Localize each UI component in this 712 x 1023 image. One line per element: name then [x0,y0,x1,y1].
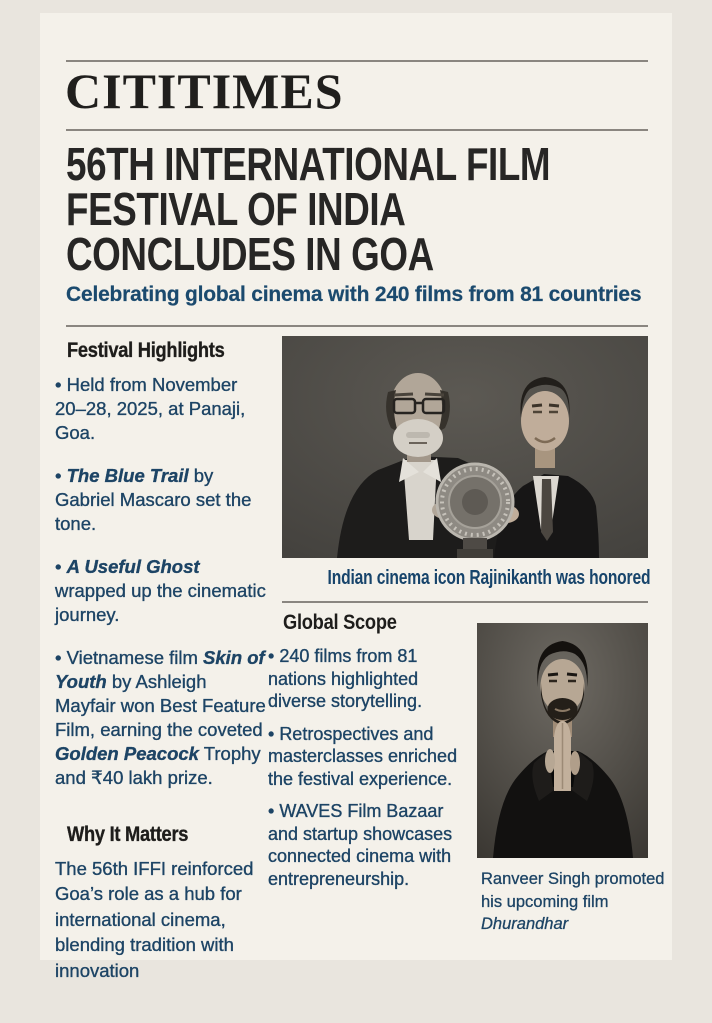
headline-line-1: 56TH INTERNATIONAL FILM [66,138,551,190]
divider-caption [282,601,648,603]
divider-masthead [66,129,648,131]
bullet-item: • Retrospectives and masterclasses enriched the festival experience. [268,723,458,789]
bullet-item: • 240 films from 81 nations highlighted diverse storytelling. [268,646,423,711]
global-scope-list [268,645,472,900]
bullet-item: • WAVES Film Bazaar and startup showcases connected cinema with entrepreneurship. [268,801,453,889]
headline-line-2: FESTIVAL OF INDIA [66,183,406,235]
section-title-why-it-matters: Why It Matters [67,823,189,846]
why-it-matters-text: The 56th IFFI reinforced Goa’s role as a hub for international cinema, blending tradition with innovation [55,857,254,981]
news-card [40,13,672,981]
masthead-title: CITITIMES [65,63,344,119]
rajinikanth-award-photo [282,336,648,558]
bullet-item: • A Useful Ghost wrapped up the cinematic journey. [55,556,266,625]
film-name-dhurandhar: Dhurandhar [481,915,569,933]
festival-highlights-list [55,373,267,790]
bullet-item: • The Blue Trail by Gabriel Mascaro set the tone. [55,465,252,534]
rajinikanth-photo-caption: Indian cinema icon Rajinikanth was honored [327,567,651,589]
ranveer-photo-caption: Ranveer Singh promoted his upcoming film Dhurandhar [481,870,665,933]
section-title-global-scope: Global Scope [283,611,397,634]
divider-top [66,60,648,62]
ranveer-singh-illustration [477,623,648,858]
festival-highlights-section [55,339,267,809]
subtitle: Celebrating global cinema with 240 films from 81 countries [66,283,642,306]
divider-subtitle [66,325,648,327]
headline [66,138,551,280]
bullet-item: • Vietnamese film Skin of Youth by Ashleigh Mayfair won Best Feature Film, earning the coveted Golden Peacock Trophy and ₹40 lakh prize. [55,647,266,788]
why-it-matters-section [55,822,271,983]
section-title-festival-highlights: Festival Highlights [67,339,225,362]
ranveer-singh-photo [477,623,648,858]
headline-line-3: CONCLUDES IN GOA [66,228,434,280]
rajinikanth-award-illustration [282,336,648,558]
bullet-item: • Held from November 20–28, 2025, at Panaji, Goa. [55,374,246,443]
